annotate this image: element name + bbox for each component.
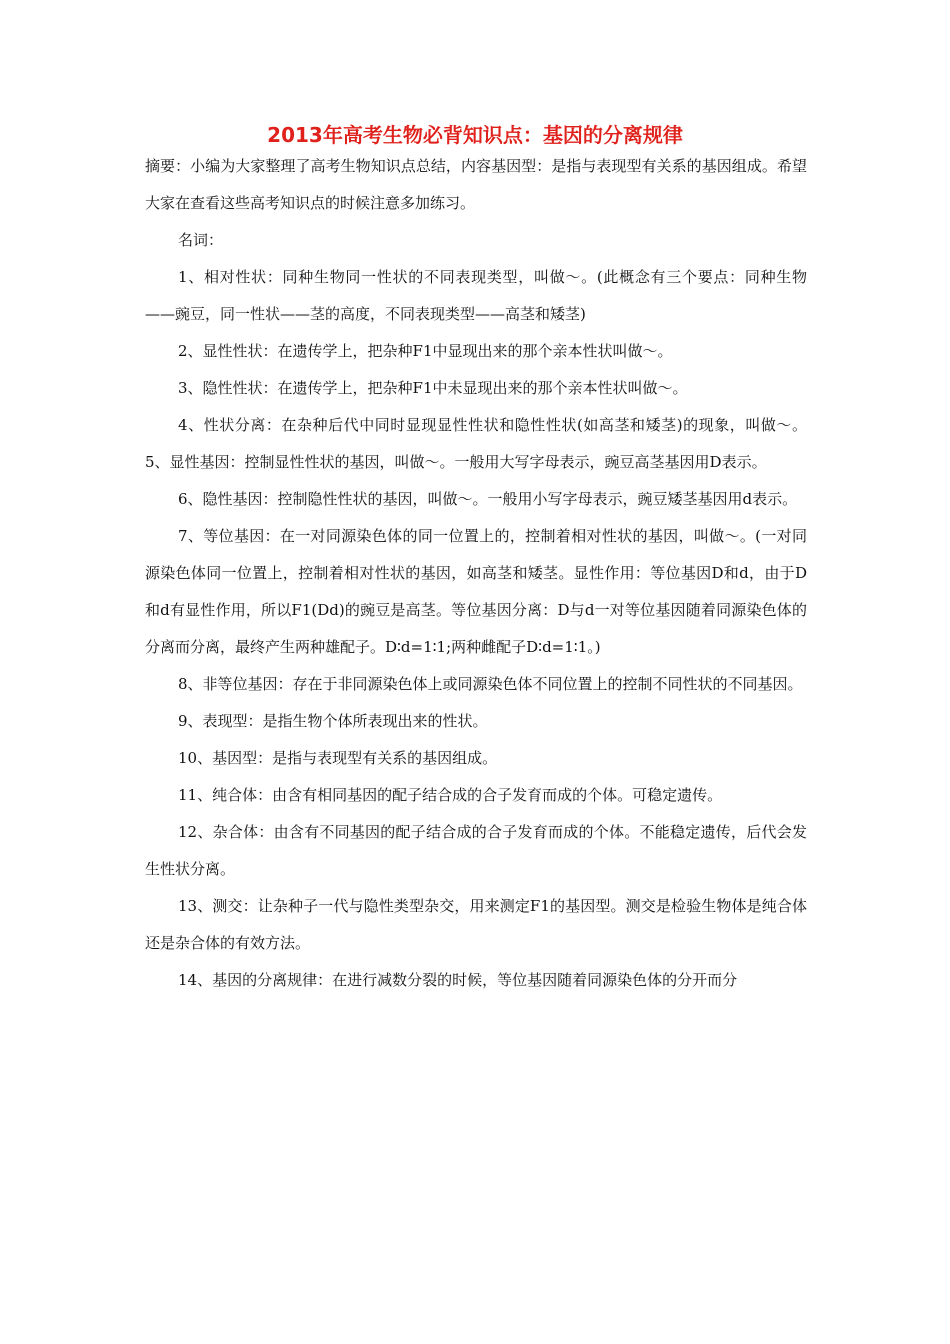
term-11-paragraph: 11、纯合体：由含有相同基因的配子结合成的合子发育而成的个体。可稳定遗传。 [178,786,723,804]
term-14-paragraph: 14、基因的分离规律：在进行减数分裂的时候，等位基因随着同源染色体的分开而分 [178,971,738,989]
terms-heading: 名词： [178,231,224,249]
term-1-paragraph: 1、相对性状：同种生物同一性状的不同表现类型，叫做～。(此概念有三个要点：同种生物——豌豆，同一性状——茎的高度，不同表现类型——高茎和矮茎) [145,268,807,323]
term-7-paragraph: 7、等位基因：在一对同源染色体的同一位置上的，控制着相对性状的基因，叫做～。(一对同源染色体同一位置上，控制着相对性状的基因，如高茎和矮茎。显性作用：等位基因D和d，由于D和d有显性作用，所以F1(Dd)的豌豆是高茎。等位基因分离：D与d一对等位基因随着同源染色体的分离而分离，最终产生两种雄配子。D∶d=1∶1;两种雌配子D∶d=1∶1。) [145,527,807,656]
document-title: 2013年高考生物必背知识点：基因的分离规律 [267,123,683,147]
summary-paragraph: 摘要：小编为大家整理了高考生物知识点总结，内容基因型：是指与表现型有关系的基因组成。希望大家在查看这些高考知识点的时候注意多加练习。 [145,157,807,212]
term-3-paragraph: 3、隐性性状：在遗传学上，把杂种F1中未显现出来的那个亲本性状叫做～。 [178,379,688,397]
term-4-5-paragraph: 4、性状分离：在杂种后代中同时显现显性性状和隐性性状(如高茎和矮茎)的现象，叫做～。5、显性基因：控制显性性状的基因，叫做～。一般用大写字母表示，豌豆高茎基因用D表示。 [145,416,807,471]
term-10-paragraph: 10、基因型：是指与表现型有关系的基因组成。 [178,749,498,767]
term-12-paragraph: 12、杂合体：由含有不同基因的配子结合成的合子发育而成的个体。不能稳定遗传，后代会发生性状分离。 [145,823,807,878]
term-13-paragraph: 13、测交：让杂种子一代与隐性类型杂交，用来测定F1的基因型。测交是检验生物体是纯合体还是杂合体的有效方法。 [145,897,807,952]
term-8-paragraph: 8、非等位基因：存在于非同源染色体上或同源染色体不同位置上的控制不同性状的不同基因。 [178,675,803,693]
document-body [145,148,807,999]
term-9-paragraph: 9、表现型：是指生物个体所表现出来的性状。 [178,712,488,730]
term-6-paragraph: 6、隐性基因：控制隐性性状的基因，叫做～。一般用小写字母表示，豌豆矮茎基因用d表示。 [178,490,798,508]
term-2-paragraph: 2、显性性状：在遗传学上，把杂种F1中显现出来的那个亲本性状叫做～。 [178,342,673,360]
